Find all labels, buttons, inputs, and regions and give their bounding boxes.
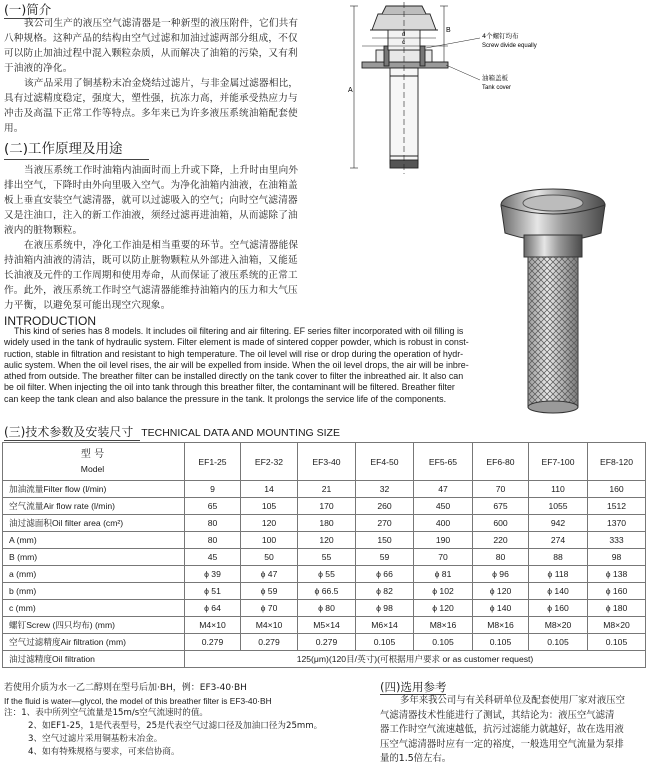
table-cell: 220	[473, 532, 529, 549]
table-cell: ϕ 80	[298, 600, 356, 617]
table-cell: 45	[185, 549, 241, 566]
introduction-line: aulic system. When the oil level rises, the air will be expelled from inside. When the oil level drops, the air will be inbre-	[4, 359, 469, 370]
table-cell: 50	[241, 549, 298, 566]
selection-line: 多年来我公司与有关科研单位及配套使用厂家对液压空	[400, 695, 626, 706]
principle-line: 持油箱内油液的清洁，既可以防止脏物颗粒从外部进入油箱，又能延	[4, 255, 298, 266]
oil-filtration-cell: 125(μm)(120目/英寸)(可根据用户要求 or as customer request)	[185, 651, 646, 668]
table-cell: 0.105	[473, 634, 529, 651]
table-cell: 120	[298, 532, 356, 549]
table-row	[3, 634, 646, 651]
intro-text	[4, 16, 349, 136]
table-cell: M6×14	[356, 617, 414, 634]
table-cell: 1370	[588, 515, 646, 532]
table-row	[3, 583, 646, 600]
table-cell: ϕ 96	[473, 566, 529, 583]
row-label: 油过滤面积Oil filter area (cm²)	[3, 515, 185, 532]
model-cell: EF3-40	[298, 443, 356, 481]
mounting-drawing	[340, 2, 650, 177]
model-header-en: Model	[80, 463, 105, 474]
model-cell: EF7-100	[529, 443, 588, 481]
table-cell: 70	[473, 481, 529, 498]
table-cell: 600	[473, 515, 529, 532]
model-cell: EF4-50	[356, 443, 414, 481]
table-cell: M4×10	[185, 617, 241, 634]
model-header-cell	[3, 443, 185, 481]
table-cell: ϕ 64	[185, 600, 241, 617]
table-cell: 59	[356, 549, 414, 566]
tech-heading-underline	[4, 440, 140, 441]
table-cell: 0.105	[356, 634, 414, 651]
table-cell: 450	[414, 498, 473, 515]
spec-table	[2, 442, 646, 668]
tech-heading-cn: (三)技术参数及安装尺寸	[4, 425, 134, 439]
table-cell: 14	[241, 481, 298, 498]
table-row	[3, 515, 646, 532]
introduction-line: be oil filter. When injecting the oil into tank through this breather filter, the contaminant will be filtered. Breather filter	[4, 382, 455, 393]
table-cell: 400	[414, 515, 473, 532]
table-cell: M8×20	[588, 617, 646, 634]
selection-line: 压空气滤清器时应有一定的裕度，一般选用空气流量为泵排	[380, 738, 624, 750]
notes	[4, 682, 384, 759]
table-cell: 942	[529, 515, 588, 532]
table-cell: ϕ 98	[356, 600, 414, 617]
table-row	[3, 600, 646, 617]
table-cell: M8×16	[414, 617, 473, 634]
table-cell: ϕ 66.5	[298, 583, 356, 600]
table-cell: ϕ 59	[241, 583, 298, 600]
note-item: 2、如EF1-25，1是代表型号，25是代表空气过滤口径及加油口径为25mm。	[28, 721, 323, 731]
dim-c-label: c	[402, 40, 405, 46]
tank-label-cn: 油箱盖板	[482, 74, 508, 82]
row-label: 空气过滤精度Air filtration (mm)	[3, 634, 185, 651]
row-label: a (mm)	[3, 566, 185, 583]
table-cell: 260	[356, 498, 414, 515]
product-photo	[490, 175, 620, 425]
table-cell: ϕ 120	[414, 600, 473, 617]
dim-b-label: B	[446, 27, 451, 34]
note-water-cn: 若使用介质为水一乙二醇则在型号后加·BH，例：EF3-40·BH	[4, 683, 247, 693]
table-row	[3, 617, 646, 634]
table-cell: ϕ 39	[185, 566, 241, 583]
table-cell: 105	[241, 498, 298, 515]
note-water-en: If the fluid is water—glycol, the model of this breather filter is EF3-40·BH	[4, 696, 272, 706]
intro-line: 具有过滤精度稳定，强度大，塑性强，抗冻力高，并能承受热应力与	[4, 93, 298, 104]
model-cell: EF1-25	[185, 443, 241, 481]
table-cell: 274	[529, 532, 588, 549]
principle-line: 在液压系统中，净化工作油是相当重要的环节。空气滤清器能保	[24, 240, 299, 251]
table-cell: ϕ 140	[473, 600, 529, 617]
table-cell: 80	[185, 515, 241, 532]
table-cell: 190	[414, 532, 473, 549]
selection-text	[380, 694, 648, 763]
table-row	[3, 549, 646, 566]
intro-line: 可以防止加油过程中混入颗粒杂质，从而解决了油箱的污染，又有利	[4, 48, 298, 59]
principle-line: 力平衡，以避免泵可能出现空穴现象。	[4, 300, 171, 311]
table-cell: M8×16	[473, 617, 529, 634]
table-cell: ϕ 47	[241, 566, 298, 583]
table-cell: ϕ 70	[241, 600, 298, 617]
intro-line: 八种规格。这种产品的结构由空气过滤和加油过滤两部分组成，不仅	[4, 33, 298, 44]
introduction-line: can keep the tank clean and also balance the pressure in the tank. It prolongs the service life of the components.	[4, 393, 447, 404]
note-item: 3、空气过滤片采用铜基粉末冶金。	[28, 734, 163, 744]
intro-line: 于油液的净化。	[4, 63, 73, 74]
tech-heading	[4, 424, 340, 441]
table-cell: 9	[185, 481, 241, 498]
table-cell: ϕ 180	[588, 600, 646, 617]
table-header-row	[3, 443, 646, 481]
intro-heading: (一)简介	[4, 2, 52, 17]
model-header-cn: 型 号	[80, 448, 105, 460]
table-cell: 0.279	[185, 634, 241, 651]
selection-line: 气滤清器技术性能进行了测试，其结论为：液压空气滤清	[380, 709, 615, 721]
model-cell: EF2-32	[241, 443, 298, 481]
introduction-line: widely used in the tank of hydraulic system. Filter element is made of sintered copper powder, which is robust in const-	[4, 337, 469, 348]
row-label: 螺钉Screw (四只均布) (mm)	[3, 617, 185, 634]
introduction-line: ruction, stable in filtration and resistant to high temperature. The oil level will rise or drop during the operation of hydr-	[4, 348, 464, 359]
table-row	[3, 481, 646, 498]
table-cell: 0.105	[529, 634, 588, 651]
row-label: B (mm)	[3, 549, 185, 566]
intro-line: 我公司生产的液压空气滤清器是一种新型的液压附件，它们共有	[24, 18, 299, 29]
table-cell: ϕ 66	[356, 566, 414, 583]
table-cell: ϕ 81	[414, 566, 473, 583]
table-cell: 70	[414, 549, 473, 566]
table-cell: 270	[356, 515, 414, 532]
tech-heading-en: TECHNICAL DATA AND MOUNTING SIZE	[141, 427, 340, 439]
introduction-text	[4, 326, 484, 405]
table-cell: ϕ 102	[414, 583, 473, 600]
table-row	[3, 498, 646, 515]
table-cell: M5×14	[298, 617, 356, 634]
model-cell: EF8-120	[588, 443, 646, 481]
table-cell: 675	[473, 498, 529, 515]
table-cell: ϕ 140	[529, 583, 588, 600]
table-row	[3, 566, 646, 583]
table-cell: M4×10	[241, 617, 298, 634]
table-cell: ϕ 138	[588, 566, 646, 583]
dim-a-label: A	[348, 87, 353, 94]
table-cell: 32	[356, 481, 414, 498]
table-cell: 0.279	[241, 634, 298, 651]
table-cell: ϕ 120	[473, 583, 529, 600]
principle-line: 液内的脏物颗粒。	[4, 225, 83, 236]
dim-d-label: d	[402, 32, 406, 38]
table-cell: 80	[185, 532, 241, 549]
model-cell: EF6-80	[473, 443, 529, 481]
table-cell: 88	[529, 549, 588, 566]
table-cell: 1512	[588, 498, 646, 515]
note-item: 注：1、表中所列空气流量是15m/s空气流速时的值。	[4, 708, 209, 718]
table-cell: 65	[185, 498, 241, 515]
introduction-heading: INTRODUCTION	[4, 314, 96, 328]
table-cell: 1055	[529, 498, 588, 515]
table-cell: M8×20	[529, 617, 588, 634]
screw-label-en: Screw divide equally	[482, 43, 537, 49]
selection-line: 器工作时空气流速越低，抗污过滤能力就越好，故在选用液	[380, 724, 624, 735]
model-cell: EF5-65	[414, 443, 473, 481]
row-label: 加油流量Filter flow (l/min)	[3, 481, 185, 498]
introduction-line: This kind of series has 8 models. It includes oil filtering and air filtering. EF series filter incorporated with oil filling is	[14, 326, 464, 336]
table-cell: ϕ 160	[588, 583, 646, 600]
table-cell: 160	[588, 481, 646, 498]
principle-heading-underline	[4, 159, 149, 160]
table-cell: 80	[473, 549, 529, 566]
table-cell: 55	[298, 549, 356, 566]
principle-line: 长油液及元件的工作周期和使用寿命，从而保证了液压系统的正常工	[4, 270, 298, 281]
table-cell: ϕ 82	[356, 583, 414, 600]
row-label: 油过滤精度Oil filtration	[3, 651, 185, 668]
table-cell: 110	[529, 481, 588, 498]
table-cell: 47	[414, 481, 473, 498]
table-cell: 333	[588, 532, 646, 549]
table-cell: ϕ 118	[529, 566, 588, 583]
tank-label-en: Tank cover	[482, 85, 512, 91]
principle-line: 当液压系统工作时油箱内油面时而上升或下降，上升时由里向外	[24, 165, 299, 176]
table-cell: 180	[298, 515, 356, 532]
row-label: b (mm)	[3, 583, 185, 600]
table-cell: ϕ 160	[529, 600, 588, 617]
principle-line: 又是注油口，注入的新工作油液，须经过滤再进油箱，从而滤除了油	[4, 210, 298, 221]
selection-heading: (四)选用参考	[380, 680, 447, 694]
table-cell: 21	[298, 481, 356, 498]
table-cell: 120	[241, 515, 298, 532]
table-cell: 150	[356, 532, 414, 549]
row-label: A (mm)	[3, 532, 185, 549]
table-cell: 0.279	[298, 634, 356, 651]
table-row	[3, 651, 646, 668]
screw-label-cn: 4个螺钉均布	[482, 32, 519, 40]
row-label: 空气流量Air flow rate (l/min)	[3, 498, 185, 515]
note-item: 4、如有特殊规格与要求，可来信协商。	[28, 747, 180, 757]
table-cell: 100	[241, 532, 298, 549]
table-cell: ϕ 51	[185, 583, 241, 600]
principle-line: 板上垂直安装空气滤清器，就可以过滤吸入的空气；向时空气滤清器	[4, 195, 298, 206]
introduction-line: athed from outside. The breather filter can be installed directly on the tank cover to filter the inbreathed air. It also can	[4, 371, 464, 382]
table-row	[3, 532, 646, 549]
table-cell: ϕ 55	[298, 566, 356, 583]
principle-text	[4, 163, 349, 313]
table-cell: 0.105	[588, 634, 646, 651]
selection-line: 量的1.5倍左右。	[380, 753, 452, 763]
intro-line: 用。	[4, 123, 24, 134]
table-cell: 98	[588, 549, 646, 566]
principle-heading: (二)工作原理及用途	[4, 141, 123, 157]
row-label: c (mm)	[3, 600, 185, 617]
intro-line: 该产品采用了铜基粉末冶金烧结过滤片，与非金属过滤器相比，	[24, 78, 299, 89]
intro-line: 冲击及高温下正常工作等特点。多年来已为许多液压系统油箱配套使	[4, 108, 298, 119]
table-cell: 170	[298, 498, 356, 515]
table-cell: 0.105	[414, 634, 473, 651]
principle-line: 排出空气，下降时由外向里吸入空气。为净化油箱内油液，在油箱盖	[4, 180, 298, 191]
principle-line: 作。此外，液压系统工作时空气滤清器能维持油箱内的压力和大气压	[4, 285, 298, 296]
